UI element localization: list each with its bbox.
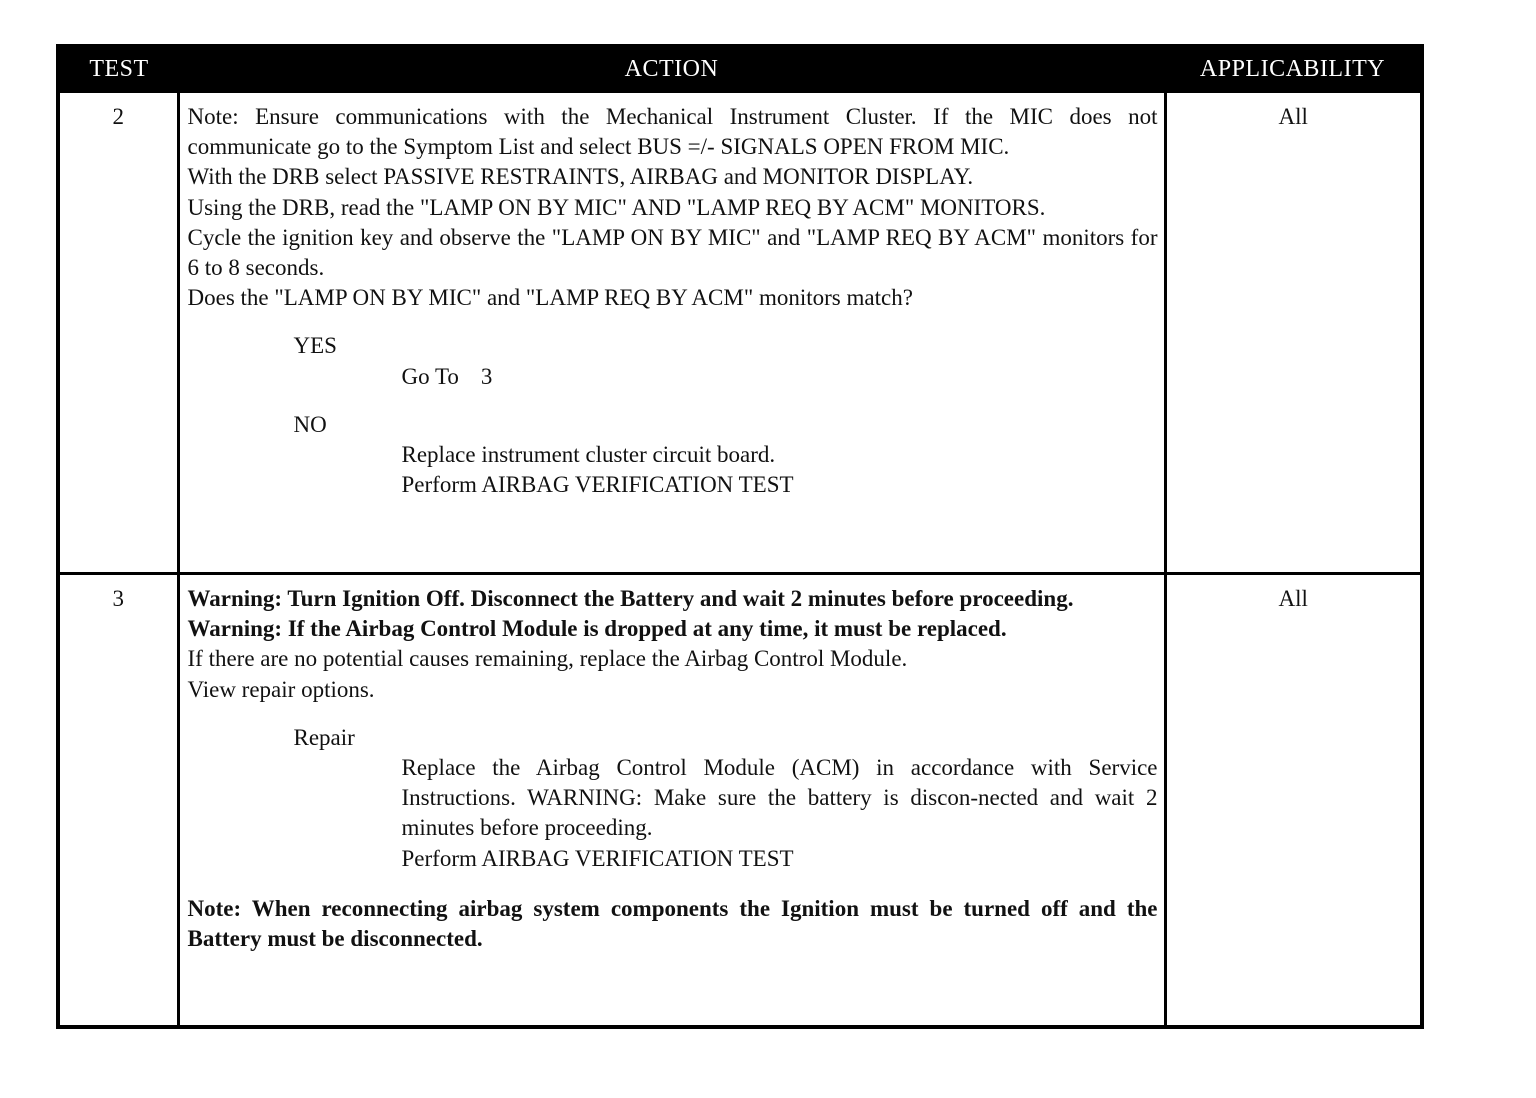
action-paragraph: Using the DRB, read the "LAMP ON BY MIC" AND "LAMP REQ BY ACM" MONITORS. — [187, 194, 1046, 220]
option-no-perform: Perform AIRBAG VERIFICATION TEST — [401, 472, 794, 498]
option-no-action: Replace instrument cluster circuit board. — [401, 442, 776, 468]
option-no-label: NO — [293, 411, 327, 437]
option-yes-label: YES — [293, 333, 337, 359]
header-test: TEST — [58, 46, 178, 92]
warning-text: Warning: Turn Ignition Off. Disconnect the Battery and wait 2 minutes before proceeding. — [187, 586, 1074, 611]
diagnostic-test-table — [56, 44, 1424, 1029]
action-paragraph: View repair options. — [187, 676, 375, 702]
action-question: Does the "LAMP ON BY MIC" and "LAMP REQ BY ACM" monitors match? — [187, 285, 913, 311]
action-paragraph: Note: Ensure communications with the Mechanical Instrument Cluster. If the MIC does not communicate go to the Symptom List and select BUS =/- SIGNALS OPEN FROM MIC. — [187, 104, 1158, 160]
test-number: 3 — [58, 574, 178, 1027]
header-applicability: APPLICABILITY — [1165, 46, 1422, 92]
action-paragraph: Cycle the ignition key and observe the "LAMP ON BY MIC" and "LAMP REQ BY ACM" monitors for 6 to 8 seconds. — [187, 224, 1158, 281]
action-cell — [178, 574, 1165, 1027]
warning-text: Warning: If the Airbag Control Module is dropped at any time, it must be replaced. — [187, 616, 1007, 642]
header-action: ACTION — [178, 46, 1165, 92]
test-row-3 — [58, 574, 1422, 1027]
option-yes-goto — [402, 362, 1158, 392]
action-cell — [178, 92, 1165, 574]
action-paragraph: If there are no potential causes remaining, replace the Airbag Control Module. — [187, 646, 908, 672]
note-text: Note: When reconnecting airbag system components the Ignition must be turned off and the Battery must be disconnected. — [187, 895, 1158, 952]
test-number: 2 — [58, 92, 178, 574]
applicability-value: All — [1165, 574, 1422, 1027]
repair-perform: Perform AIRBAG VERIFICATION TEST — [401, 845, 794, 871]
action-paragraph: With the DRB select PASSIVE RESTRAINTS, AIRBAG and MONITOR DISPLAY. — [187, 164, 974, 190]
header-row — [58, 46, 1422, 92]
goto-link-3[interactable]: 3 — [480, 363, 493, 389]
goto-text: Go To — [401, 363, 459, 389]
test-row-2 — [58, 92, 1422, 574]
repair-text: Replace the Airbag Control Module (ACM) in accordance with Service Instructions. WARNING: Make sure the battery is discon-nected and wait 2 minutes before proceeding. — [401, 755, 1158, 841]
applicability-value: All — [1165, 92, 1422, 574]
spacer — [188, 874, 1158, 894]
repair-label: Repair — [293, 724, 355, 750]
